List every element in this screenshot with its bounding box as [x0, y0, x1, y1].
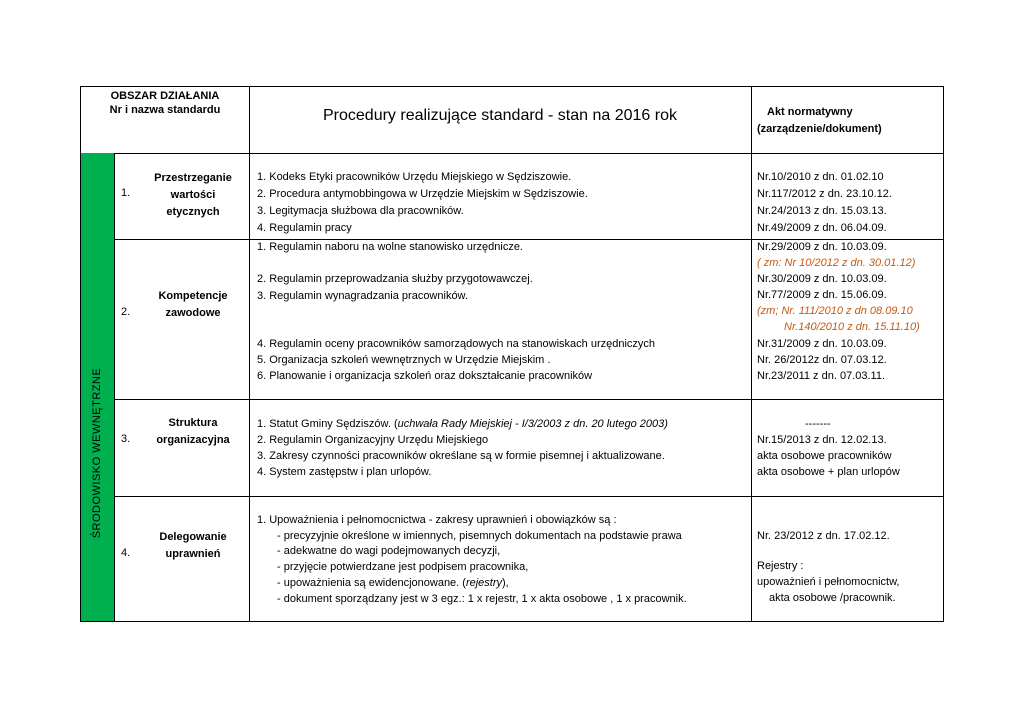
act-ref: Nr. 23/2012 z dn. 17.02.12.	[757, 530, 890, 542]
list-item: 4. Regulamin pracy	[257, 222, 352, 234]
sub-text: - upoważnienia są ewidencjonowane. (	[277, 577, 466, 589]
sub-item	[277, 575, 509, 591]
list-item: 3. Legitymacja służbowa dla pracowników.	[257, 205, 464, 217]
area-line: organizacyjna	[156, 434, 230, 446]
act-ref: Nr.49/2009 z dn. 06.04.09.	[757, 222, 887, 234]
list-item: 1. Kodeks Etyki pracowników Urzędu Miejskiego w Sędziszowie.	[257, 171, 572, 183]
list-item: 3. Regulamin wynagradzania pracowników.	[257, 290, 468, 302]
act-ref: Nr.23/2011 z dn. 07.03.11.	[757, 370, 886, 382]
area-header	[81, 89, 249, 117]
area-line: uprawnień	[165, 548, 221, 560]
side-band	[81, 153, 114, 621]
list-item: 5. Organizacja szkoleń wewnętrznych w Urzędzie Miejskim .	[257, 354, 551, 366]
col-divider	[249, 87, 250, 621]
act-ref: Nr.15/2013 z dn. 12.02.13.	[757, 434, 887, 446]
act-amendment: (zm; Nr. 111/2010 z dn 08.09.10	[757, 305, 913, 317]
area-line: wartości	[170, 189, 216, 201]
standards-table	[80, 86, 944, 622]
page-title: Procedury realizujące standard - stan na 2016 rok	[323, 107, 677, 124]
act-ref: akta osobowe + plan urlopów	[757, 466, 900, 478]
sub-item: - precyzyjnie określone w imiennych, pisemnych dokumentach na podstawie prawa	[277, 530, 682, 542]
act-amendment: Nr.140/2010 z dn. 15.11.10)	[784, 321, 920, 333]
section-number: 2.	[121, 306, 131, 318]
list-item: 2. Regulamin przeprowadzania służby przygotowawczej.	[257, 273, 533, 285]
act-ref: Nr.117/2012 z dn. 23.10.12.	[757, 188, 892, 200]
section-area	[137, 415, 249, 449]
sub-italic: rejestry	[465, 577, 503, 589]
act-ref: Nr.30/2009 z dn. 10.03.09.	[757, 273, 887, 285]
area-line: etycznych	[166, 206, 220, 218]
act-ref: Nr.10/2010 z dn. 01.02.10	[757, 171, 884, 183]
col-divider	[751, 87, 752, 621]
area-title: OBSZAR DZIAŁANIA	[110, 90, 220, 102]
section-area	[137, 288, 249, 322]
list-item: 2. Regulamin Organizacyjny Urzędu Miejskiego	[257, 434, 489, 446]
act-ref: Nr.77/2009 z dn. 15.06.09.	[757, 289, 887, 301]
list-item: 1. Regulamin naboru na wolne stanowisko urzędnicze.	[257, 241, 523, 253]
area-line: zawodowe	[165, 307, 221, 319]
list-item: 4. System zastępstw i plan urlopów.	[257, 466, 432, 478]
section-area	[137, 170, 249, 221]
sub-end: ),	[502, 577, 509, 589]
list-item: 3. Zakresy czynności pracowników określane są w formie pisemnej i aktualizowane.	[257, 450, 665, 462]
section-area	[137, 529, 249, 563]
sub-item: - dokument sporządzany jest w 3 egz.: 1 x rejestr, 1 x akta osobowe , 1 x pracownik.	[277, 593, 687, 605]
list-item	[257, 416, 668, 432]
sub-item: - przyjęcie potwierdzane jest podpisem pracownika,	[277, 561, 529, 573]
act-ref: akta osobowe pracowników	[757, 450, 892, 462]
area-line: Delegowanie	[159, 531, 227, 543]
row-divider	[114, 399, 943, 400]
item-text: 1. Statut Gminy Sędziszów. (	[257, 418, 398, 430]
act-ref: upoważnień i pełnomocnictw,	[757, 576, 900, 588]
item-italic: uchwała Rady Miejskiej - I/3/2003 z dn. 20 lutego 2003)	[397, 418, 668, 430]
act-header	[757, 104, 882, 138]
act-ref: -------	[805, 418, 831, 430]
list-item: 6. Planowanie i organizacja szkoleń oraz dokształcanie pracowników	[257, 370, 593, 382]
col-divider	[114, 153, 115, 621]
act-amendment: ( zm: Nr 10/2012 z dn. 30.01.12)	[757, 257, 916, 269]
act-subtitle: (zarządzenie/dokument)	[757, 123, 882, 135]
list-item: 2. Procedura antymobbingowa w Urzędzie Miejskim w Sędziszowie.	[257, 188, 588, 200]
row-divider	[114, 496, 943, 497]
section-number: 3.	[121, 433, 131, 445]
list-item: 1. Upoważnienia i pełnomocnictwa - zakresy uprawnień i obowiązków są :	[257, 514, 617, 526]
area-subtitle: Nr i nazwa standardu	[109, 104, 221, 116]
act-ref: Nr.24/2013 z dn. 15.03.13.	[757, 205, 887, 217]
sub-item: - adekwatne do wagi podejmowanych decyzji,	[277, 545, 501, 557]
act-title: Akt normatywny	[767, 106, 853, 118]
section-number: 4.	[121, 547, 131, 559]
act-ref: Nr.29/2009 z dn. 10.03.09.	[757, 241, 887, 253]
list-item: 4. Regulamin oceny pracowników samorządowych na stanowiskach urzędniczych	[257, 338, 656, 350]
side-label: ŚRODOWISKO WEWNĘTRZNE	[91, 367, 103, 539]
section-number: 1.	[121, 187, 131, 199]
act-ref: Rejestry :	[757, 560, 804, 572]
area-line: Kompetencje	[158, 290, 228, 302]
row-divider	[81, 153, 943, 154]
act-ref: akta osobowe /pracownik.	[769, 592, 896, 604]
act-ref: Nr. 26/2012z dn. 07.03.12.	[757, 354, 887, 366]
area-line: Przestrzeganie	[154, 172, 232, 184]
act-ref: Nr.31/2009 z dn. 10.03.09.	[757, 338, 887, 350]
area-line: Struktura	[168, 417, 218, 429]
